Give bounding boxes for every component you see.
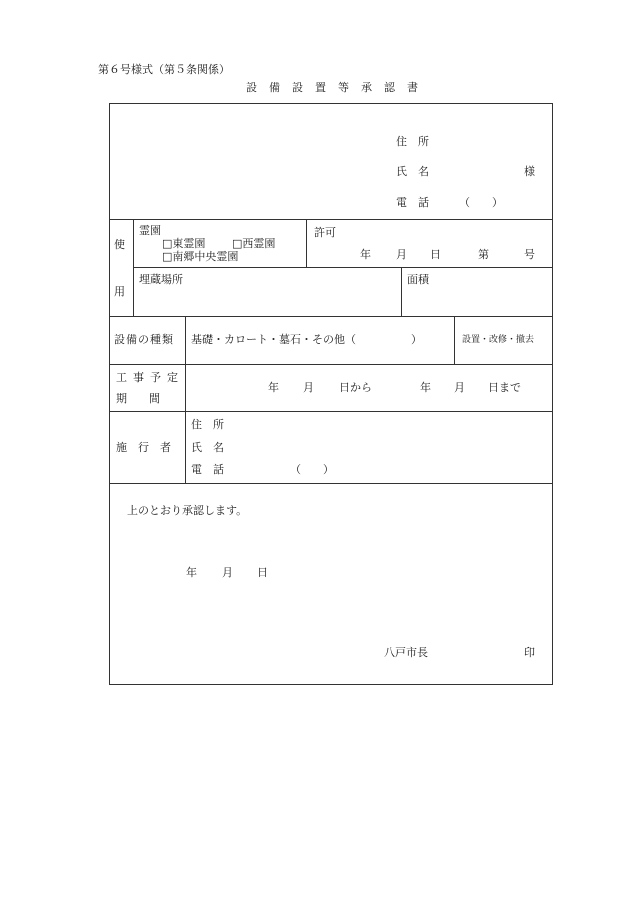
schedule-label-line1: 工事予定 xyxy=(116,371,184,384)
divider xyxy=(109,411,553,412)
page-title: 設 備 設 置 等 承 認 書 xyxy=(246,81,419,94)
divider xyxy=(133,267,553,268)
schedule-from-month: 月 xyxy=(303,381,314,394)
cemetery-option-nango[interactable]: □南郷中央霊園 xyxy=(162,250,239,263)
permit-year: 年 xyxy=(360,248,371,261)
approval-month: 月 xyxy=(222,566,233,579)
divider xyxy=(109,219,553,220)
schedule-to-month: 月 xyxy=(454,381,465,394)
schedule-label-line2: 期 間 xyxy=(116,392,160,405)
area-label: 面積 xyxy=(407,273,429,286)
schedule-from-day: 日から xyxy=(339,381,372,394)
divider xyxy=(401,267,402,316)
usage-label-bottom: 用 xyxy=(114,285,125,298)
contractor-phone-paren: （ ） xyxy=(290,463,334,476)
divider xyxy=(306,219,307,267)
divider xyxy=(454,316,455,364)
equipment-type-label: 設備の種類 xyxy=(114,333,174,346)
contractor-phone-label: 電 話 xyxy=(191,463,224,476)
divider xyxy=(109,364,553,365)
approval-year: 年 xyxy=(186,566,197,579)
approval-authority: 八戸市長 xyxy=(384,646,428,659)
permit-number-prefix: 第 xyxy=(478,248,489,261)
applicant-name-label: 氏 名 xyxy=(396,165,429,178)
cemetery-label: 霊園 xyxy=(139,224,161,237)
approval-statement: 上のとおり承認します。 xyxy=(127,504,248,517)
seal-mark: 印 xyxy=(524,646,535,659)
applicant-honorific: 様 xyxy=(524,165,535,178)
applicant-address-label: 住 所 xyxy=(396,135,429,148)
form-frame xyxy=(109,103,553,685)
permit-number-suffix: 号 xyxy=(524,248,535,261)
burial-place-label: 埋蔵場所 xyxy=(139,273,183,286)
usage-label-top: 使 xyxy=(114,238,125,251)
divider xyxy=(109,316,553,317)
cemetery-option-west[interactable]: □西霊園 xyxy=(232,237,276,250)
approval-day: 日 xyxy=(257,566,268,579)
contractor-address-label: 住 所 xyxy=(191,418,224,431)
applicant-phone-paren: （ ） xyxy=(459,196,503,209)
equipment-action: 設置・改修・撤去 xyxy=(462,335,535,345)
permit-label: 許可 xyxy=(314,226,336,239)
schedule-from-year: 年 xyxy=(268,381,279,394)
divider xyxy=(185,316,186,483)
contractor-label: 施 行 者 xyxy=(116,441,171,454)
form-number: 第６号様式（第５条関係） xyxy=(98,63,230,76)
divider xyxy=(133,219,134,316)
permit-day: 日 xyxy=(430,248,441,261)
divider xyxy=(109,483,553,484)
permit-month: 月 xyxy=(396,248,407,261)
contractor-name-label: 氏 名 xyxy=(191,441,224,454)
cemetery-option-east[interactable]: □東霊園 xyxy=(162,237,206,250)
schedule-to-day: 日まで xyxy=(488,381,521,394)
equipment-types: 基礎・カロート・墓石・その他（ ） xyxy=(191,333,422,346)
applicant-phone-label: 電 話 xyxy=(396,196,429,209)
schedule-to-year: 年 xyxy=(420,381,431,394)
